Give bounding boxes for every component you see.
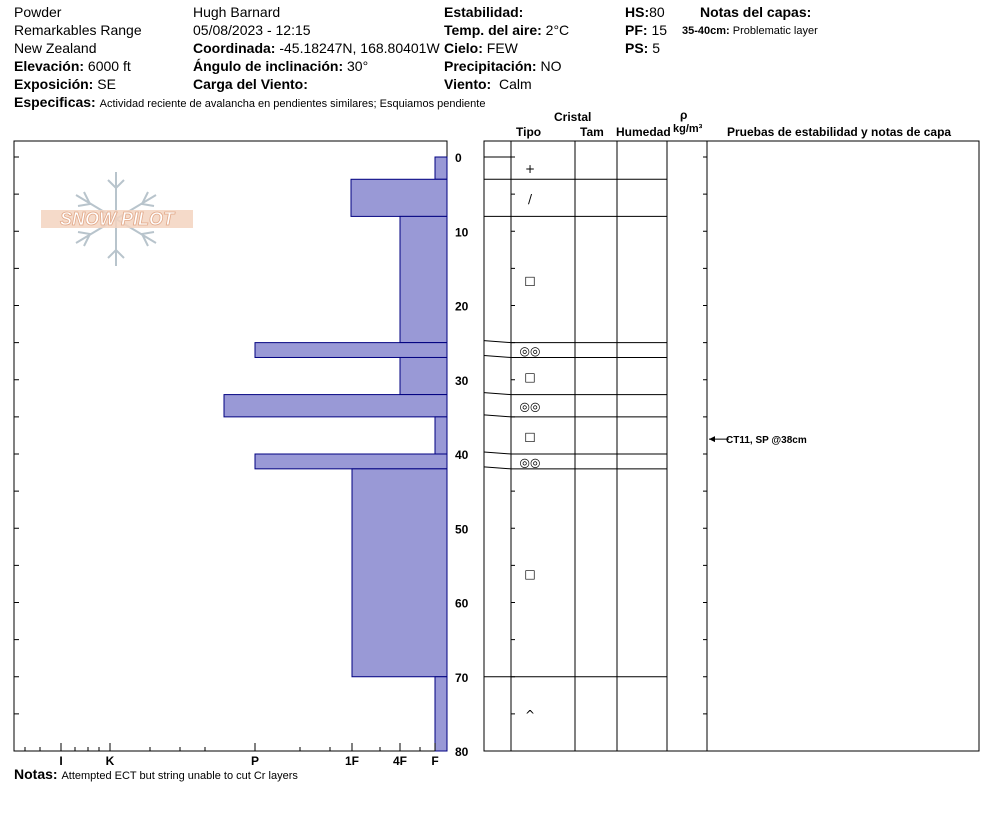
depth-tick-label: 0	[455, 151, 462, 165]
layer-boundary-connector	[484, 415, 511, 417]
wind-label: Viento:	[444, 76, 492, 92]
layer-boundary-connector	[484, 467, 511, 469]
air-temp-label: Temp. del aire:	[444, 22, 542, 38]
hardness-bar	[255, 454, 447, 469]
hardness-bar	[351, 179, 447, 216]
hardness-bar	[352, 469, 447, 677]
sky-value: FEW	[486, 40, 518, 56]
layer-boundary-connector	[484, 341, 511, 343]
slope-value: 30°	[347, 58, 369, 74]
observer: Hugh Barnard	[193, 4, 281, 20]
depth-hoar-icon: ^	[524, 707, 536, 722]
depth-tick-label: 30	[455, 373, 469, 388]
aspect-label: Exposición:	[14, 76, 94, 92]
hardness-bar	[224, 395, 447, 417]
hardness-bar	[435, 157, 447, 179]
coord-label: Coordinada:	[193, 40, 276, 56]
hardness-tick-label: 4F	[392, 754, 408, 768]
hardness-bar	[435, 417, 447, 454]
logo-text: SNOW PILOT	[60, 209, 174, 229]
faceted-crystals-icon: □	[524, 429, 536, 444]
tests-header: Pruebas de estabilidad y notas de capa	[727, 125, 952, 139]
faceted-crystals-icon: □	[524, 370, 536, 385]
elevation-label: Elevación:	[14, 58, 85, 74]
stability-test-label: CT11, SP @38cm	[726, 435, 807, 447]
depth-tick-label: 60	[455, 596, 469, 611]
decomposing-fragments-icon: /	[527, 191, 533, 206]
precip-value: NO	[540, 58, 562, 74]
melt-freeze-crust-icon: ◎◎	[519, 399, 541, 414]
notes-label: Notas:	[14, 766, 58, 782]
hardness-tick-label: 1F	[344, 754, 360, 768]
precipitation-particles-icon: +	[524, 162, 536, 177]
coord-value: -45.18247N, 168.80401W	[279, 40, 440, 56]
sky-label: Cielo:	[444, 40, 483, 56]
aspect-value: SE	[97, 76, 116, 92]
specifics-label: Especificas:	[14, 94, 96, 110]
layer-notes-label: Notas del capas:	[700, 4, 812, 20]
ps-label: PS:	[625, 40, 649, 56]
depth-tick-label: 80	[455, 745, 469, 759]
faceted-crystals-icon: □	[524, 566, 536, 581]
elevation-value: 6000 ft	[87, 58, 131, 74]
type-header: Tipo	[516, 125, 542, 139]
hardness-bar	[400, 216, 447, 342]
layer-note-depth: 35-40cm:	[682, 25, 730, 37]
air-temp-value: 2°C	[545, 22, 570, 38]
range: Remarkables Range	[14, 22, 142, 38]
arrow-left-icon	[709, 436, 715, 442]
datetime: 05/08/2023 - 12:15	[193, 22, 311, 38]
precip-label: Precipitación:	[444, 58, 537, 74]
notes	[14, 766, 298, 785]
depth-tick-label: 20	[455, 299, 469, 314]
layer-boundary-connector	[484, 452, 511, 454]
hardness-tick-label: P	[250, 754, 260, 768]
wind-load-label: Carga del Viento:	[193, 76, 308, 92]
hardness-tick-label: K	[105, 754, 115, 768]
hardness-bar	[435, 677, 447, 751]
specifics-value: Actividad reciente de avalancha en pendientes similares; Esquiamos pendiente	[99, 98, 486, 110]
ps-value: 5	[652, 40, 661, 56]
size-header: Tam	[580, 125, 604, 139]
depth-tick-label: 40	[455, 448, 469, 462]
melt-freeze-crust-icon: ◎◎	[519, 455, 541, 470]
slope-label: Ángulo de inclinación:	[193, 58, 344, 74]
location: Powder	[14, 4, 62, 20]
depth-tick-label: 50	[455, 522, 469, 537]
density-unit-header: kg/m³	[673, 123, 703, 135]
notes-value: Attempted ECT but string unable to cut Cr layers	[61, 770, 298, 782]
hardness-bar	[255, 343, 447, 358]
faceted-crystals-icon: □	[524, 273, 536, 288]
melt-freeze-crust-icon: ◎◎	[519, 344, 541, 359]
layer-boundary-connector	[484, 355, 511, 357]
layer-note-text: Problematic layer	[732, 25, 818, 37]
depth-tick-label: 70	[455, 670, 469, 685]
hs-value: 80	[649, 4, 665, 20]
moisture-header: Humedad	[616, 125, 671, 139]
wind-value: Calm	[498, 76, 532, 92]
pf-value: 15	[651, 22, 668, 38]
hardness-tick-label: I	[59, 754, 63, 768]
hs-label: HS:	[625, 4, 650, 20]
stability-label: Estabilidad:	[444, 4, 524, 20]
hardness-bar	[400, 357, 447, 394]
depth-tick-label: 10	[455, 225, 469, 240]
hardness-tick-label: F	[431, 754, 439, 768]
rho-header: ρ	[680, 108, 688, 122]
layer-boundary-connector	[484, 393, 511, 395]
pf-label: PF:	[625, 22, 648, 38]
country: New Zealand	[14, 40, 97, 56]
crystal-header: Cristal	[554, 110, 592, 124]
